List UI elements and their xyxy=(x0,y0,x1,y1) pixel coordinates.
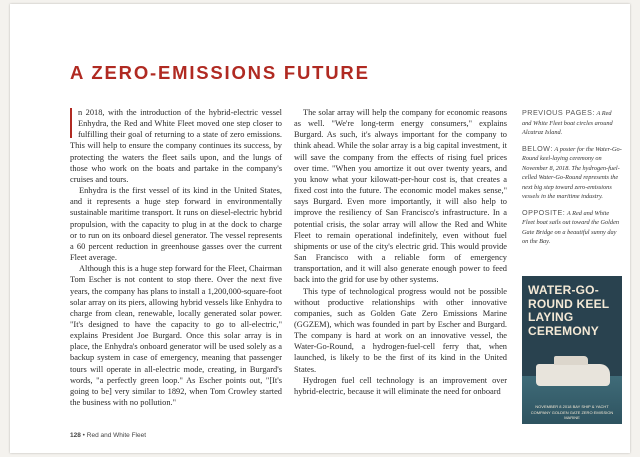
body-column-left xyxy=(70,107,282,408)
footer-separator: • xyxy=(82,432,85,439)
caption-block xyxy=(522,144,622,202)
body-column-right xyxy=(294,107,507,397)
drop-cap-rule xyxy=(70,108,72,138)
ferry-illustration xyxy=(536,364,610,386)
page-footer xyxy=(70,432,146,439)
caption-label: BELOW: xyxy=(522,143,553,153)
caption-block xyxy=(522,108,622,138)
body-paragraph: Enhydra is the first vessel of its kind in the United States, and it represents a huge step forward in environmentally sustainable maritime transport. It runs on diesel-electric hybrid propulsion, with the capacity to plug in at the dock to charge or to run on its onboard diesel generator. The vessel represents a 60 percent reduction in greenhouse gasses over the current Fleet average. xyxy=(70,186,282,263)
body-paragraph: This type of technological progress would not be possible without productive relationships with other innovative companies, such as Golden Gate Zero Emissions Marine (GGZEM), which was founded in part by Escher and Burgard. The company is hard at work on an innovative vessel, the Water-Go-Round, a hydrogen-fuel-cell ferry that, when launched, is likely to be the first of its kind in the United States. xyxy=(294,286,507,374)
caption-label: PREVIOUS PAGES: xyxy=(522,108,595,117)
page-number: 128 xyxy=(70,432,81,439)
caption-text: A Red and White Fleet boat circles around Alcatraz Island. xyxy=(522,110,613,136)
caption-block xyxy=(522,208,622,247)
book-page xyxy=(10,4,630,453)
caption-text: A Red and White Fleet boat sails out toward the Golden Gate Bridge on a beautiful sunny day on the Bay. xyxy=(522,209,620,245)
chapter-heading: A ZERO-EMISSIONS FUTURE xyxy=(70,62,370,83)
body-paragraph: n 2018, with the introduction of the hybrid-electric vessel Enhydra, the Red and White Fleet moved one step closer to fulfilling their goal of returning to a state of zero emissions. This will help to ensure the company continues its success, by protecting the waters the fleet sails upon, and the lungs of those who work on the boats and partake in the company's cruises and tours. xyxy=(70,108,282,184)
book-title: Red and White Fleet xyxy=(86,432,147,439)
body-paragraph: Although this is a huge step forward for the Fleet, Chairman Tom Escher is not content to stop there. Over the next five years, the company has plans to install a 1,200,000-square-foot solar array on its piers, allowing hybrid vessels like Enhydra to charge from clean, renewable, locally generated solar power. "It's designed to have the capacity to go to all-electric," explains President Joe Burgard. Once this solar array is in place, the Enhydra's onboard generator will be used solely as a backup system in case of emergency, meaning that passenger tours will operate in all-electric mode, creating, in Burgard's words, "a perfectly green loop." As Escher points out, "[It's going to be] very similar to 1892, when Tom Crowley started the business with no pollution." xyxy=(70,264,282,408)
poster-footer-text: NOVEMBER 8 2018 BAY SHIP & YACHT COMPANY GOLDEN GATE ZERO EMISSION MARINE xyxy=(530,404,614,420)
body-paragraph: Hydrogen fuel cell technology is an improvement over hybrid-electric, because it will eliminate the need for onboard xyxy=(294,375,507,396)
caption-sidebar xyxy=(522,108,622,253)
poster-title: WATER-GO-ROUND KEEL LAYING CEREMONY xyxy=(528,283,610,338)
body-paragraph: The solar array will help the company for economic reasons as well. "We're long-term energy consumers," explains Burgard. As such, it's always important for the company to think ahead. While the solar array is a big capital investment, it will save the company from the effects of rising fuel prices over time. "When you amortize it out over twenty years, and you know what your kilowatt-per-hour cost is, that creates a fixed cost into the future. The economic model makes sense," says Burgard. Even more importantly, it will also help to improve the resiliency of San Francisco's infrastructure. In a potential crisis, the solar array will allow the Red and White Fleet to remain operational indefinitely, even without fuel shipments or use of the city's electric grid. This would provide San Francisco with a reliable form of emergency transportation, and it will also generate enough power to feed back into the grid for use by other systems. xyxy=(294,108,507,285)
ceremony-poster-image xyxy=(522,276,622,424)
caption-label: OPPOSITE: xyxy=(522,207,566,217)
caption-text: A poster for the Water-Go-Round keel-laying ceremony on November 8, 2018. The hydrogen-fuel-celled Water-Go-Round represents the next big step toward zero-emissions vessels in the maritime industry. xyxy=(522,145,622,200)
